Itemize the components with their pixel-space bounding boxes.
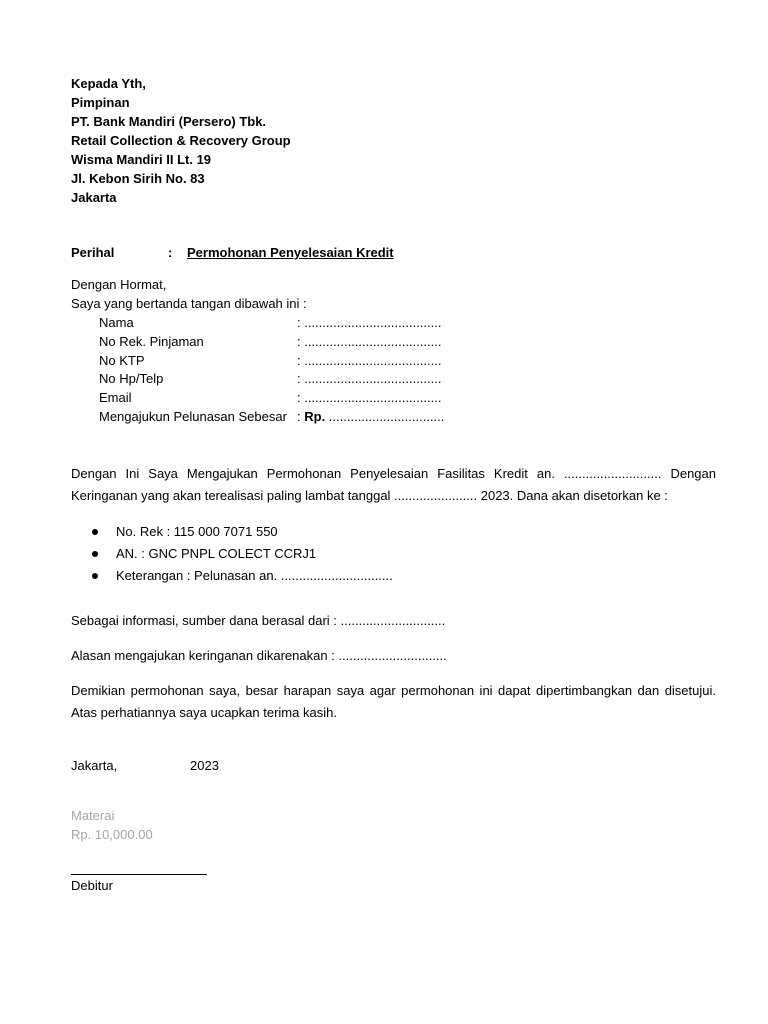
field-blank: : ...................................... (297, 352, 442, 368)
subject-value: Permohonan Penyelesaian Kredit (187, 245, 394, 260)
bullet-icon (92, 573, 98, 579)
field-label: No KTP (99, 352, 145, 368)
bullet-icon (92, 551, 98, 557)
recipient-line: Wisma Mandiri II Lt. 19 (71, 152, 212, 167)
field-blank: : ...................................... (297, 371, 442, 387)
greeting: Dengan Hormat, (71, 277, 167, 292)
recipient-address (71, 74, 291, 207)
field-value-rest: ................................ (325, 408, 445, 424)
intro-text: Saya yang bertanda tangan dibawah ini : (71, 296, 307, 311)
signature-line (71, 874, 207, 875)
recipient-line: Kepada Yth, (71, 76, 146, 91)
recipient-line: Jl. Kebon Sirih No. 83 (71, 171, 205, 186)
request-paragraph: Dengan Ini Saya Mengajukan Permohonan Penyelesaian Fasilitas Kredit an. ........................... Dengan Keringanan yang akan terealisasi paling lambat tanggal ....................... 2023. Dana akan disetorkan ke : (71, 466, 716, 503)
closing-paragraph: Demikian permohonan saya, besar harapan saya agar permohonan ini dapat dipertimbangkan dan disetujui. Atas perhatiannya saya ucapkan terima kasih. (71, 683, 716, 720)
stamp-label: Materai (71, 808, 115, 823)
list-item-text: AN. : GNC PNPL COLECT CCRJ1 (116, 546, 317, 561)
field-label: No Hp/Telp (99, 371, 164, 387)
field-blank: : ...................................... (297, 333, 442, 349)
currency-label: Rp. (304, 408, 326, 424)
recipient-line: PT. Bank Mandiri (Persero) Tbk. (71, 114, 267, 129)
recipient-line: Pimpinan (71, 95, 130, 110)
subject-colon: : (168, 245, 173, 260)
field-value-prefix: : (297, 408, 305, 424)
field-label: Email (99, 390, 132, 406)
subject-label: Perihal (71, 245, 115, 260)
field-label: No Rek. Pinjaman (99, 333, 204, 349)
list-item-text: No. Rek : 115 000 7071 550 (116, 524, 278, 539)
signing-place: Jakarta, (71, 758, 118, 773)
stamp-value: Rp. 10,000.00 (71, 827, 153, 842)
field-label: Mengajukun Pelunasan Sebesar (99, 408, 287, 424)
list-item-text: Keterangan : Pelunasan an. ............................... (116, 568, 393, 583)
field-label: Nama (99, 315, 134, 330)
bullet-icon (92, 529, 98, 535)
field-blank: : ...................................... (297, 315, 442, 330)
source-of-funds: Sebagai informasi, sumber dana berasal dari : ............................. (71, 613, 446, 628)
reason-text: Alasan mengajukan keringanan dikarenakan : .............................. (71, 648, 447, 663)
field-blank: : ...................................... (297, 390, 442, 406)
recipient-line: Retail Collection & Recovery Group (71, 133, 291, 148)
field-blank (297, 408, 444, 426)
signing-year: 2023 (190, 758, 219, 773)
recipient-line: Jakarta (71, 190, 117, 205)
signature-label: Debitur (71, 878, 113, 893)
